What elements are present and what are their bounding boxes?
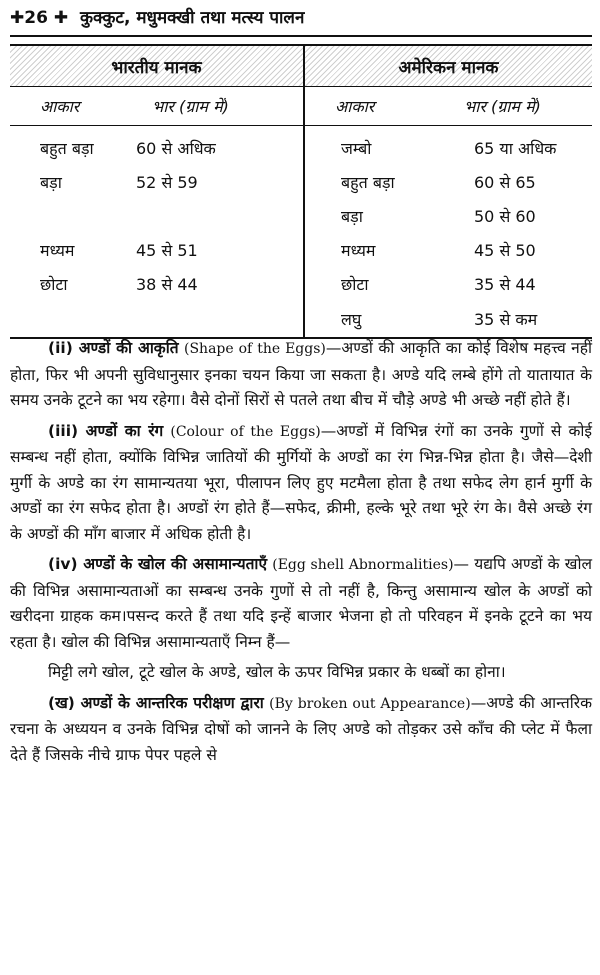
body-text [10,336,592,773]
american-weight-cell: 50 से 60 [474,207,536,226]
table-row [10,301,592,338]
english-gloss: (Shape of the Eggs) [184,341,326,357]
heading-internal-examination: (ख) अण्डों के आन्तरिक परीक्षण द्वारा [48,693,264,712]
paragraph-text: —अण्डे की आन्तरिक रचना के अध्ययन व उनके विभिन्न दोषों को जानने के लिए अण्डे को तोड़कर उसे काँच की प्लेट में फैला देते हैं जिसके नीचे ग्राफ पेपर पहले से [10,693,593,764]
indian-weight-cell: 45 से 51 [122,233,304,267]
english-gloss: (Colour of the Eggs) [170,423,321,440]
table-row [10,267,592,301]
indian-size-cell: बहुत बड़ा [40,139,94,158]
column-header-size-american: आकार [304,87,434,126]
column-header-weight-indian: भार (ग्राम में) [122,87,304,126]
table-row [10,126,592,166]
running-header [10,3,592,33]
english-gloss: (By broken out Appearance) [269,695,471,712]
running-title: कुक्कुट, मधुमक्खी तथा मत्स्य पालन [80,8,305,28]
american-weight-cell: 65 या अधिक [474,139,557,158]
paragraph-internal-examination [10,691,592,769]
indian-standard-heading: भारतीय मानक [10,45,304,87]
header-rule [10,35,592,37]
american-size-cell: बहुत बड़ा [341,173,395,192]
american-standard-heading: अमेरिकन मानक [304,45,592,87]
table-row [10,165,592,199]
indian-weight-cell: 60 से अधिक [122,126,304,166]
paragraph-egg-shape [10,336,592,414]
american-weight-cell: 35 से कम [434,301,592,338]
paragraph-text: —अण्डों में विभिन्न रंगों का उनके गुणों से कोई सम्बन्ध नहीं होता, क्योंकि विभिन्न जातियों की मुर्गियों के अण्डों का रंग भिन्न-भिन्न होता है। जैसे—देशी मुर्गी के अण्डे का रंग सामान्यतया भूरा, पीलापन लिए हुए मटमैला होता है तथा सफेद लेग हार्न मुर्गी के अण्डों का रंग सफेद होता है। अण्डों रंग होते हैं—सफेद, क्रीमी, हल्के भूरे तथा भूरे रंग के। वैसे अच्छे रंग के अण्डों की माँग बाजार में अधिक होती है। [10,421,593,543]
paragraph-text: — यद्यपि अण्डों के खोल की विभिन्न असामान्यताओं का सम्बन्ध उनके गुणों से तो नहीं है, किन्तु असामान्य खोल के अण्डों को खरीदना ग्राहक कम।पसन्द करते हैं तथा यदि इन्हें बाजार भेजना हो तो परिवहन में इनके टूटने का भय रहता है। खोल की विभिन्न असामान्यताएँ निम्न हैं— [10,555,592,651]
indian-size-cell: मध्यम [40,241,75,260]
egg-weight-standards-table [10,44,592,339]
column-header-weight-american: भार (ग्राम में) [434,87,592,126]
page-number: ✚26 ✚ [10,8,69,28]
heading-egg-shape: (ii) अण्डों की आकृति [48,339,179,357]
american-size-cell: छोटा [341,275,369,294]
american-weight-cell: 35 से 44 [474,275,536,294]
table-row [10,199,592,233]
american-weight-cell: 60 से 65 [474,173,536,192]
paragraph-shell-list: मिट्टी लगे खोल, टूटे खोल के अण्डे, खोल के ऊपर विभिन्न प्रकार के धब्बों का होना। [48,663,506,681]
indian-size-cell [10,301,122,338]
american-size-cell: मध्यम [341,241,376,260]
paragraph-shell-abnormalities [10,552,592,655]
paragraph-text: —अण्डों की आकृति का कोई विशेष महत्त्व नहीं होता, फिर भी अपनी सुविधानुसार इनका चयन किया जा सकता है। अण्डे यदि लम्बे होंगे तो यातायात के समय उनके टूटने का भय रहेगा। वैसे दोनों सिरों से पतले तथा बीच में चौड़े अण्डे भी अच्छे नहीं होते हैं। [10,339,593,409]
paragraph-egg-colour [10,419,592,548]
indian-weight-cell: 38 से 44 [122,267,304,301]
indian-size-cell: बड़ा [40,173,62,192]
indian-weight-cell [122,199,304,233]
indian-weight-cell [122,301,304,338]
heading-shell-abnormalities: (iv) अण्डों के खोल की असामान्यताएँ [48,555,268,573]
american-size-cell: जम्बो [341,139,372,158]
american-size-cell: बड़ा [341,207,363,226]
column-header-size-indian: आकार [10,87,122,126]
indian-size-cell [10,199,122,233]
heading-egg-colour: (iii) अण्डों का रंग [48,421,164,440]
english-gloss: (Egg shell Abnormalities) [272,557,454,573]
table-row [10,233,592,267]
indian-size-cell: छोटा [40,275,68,294]
american-weight-cell: 45 से 50 [474,241,536,260]
indian-weight-cell: 52 से 59 [122,165,304,199]
american-size-cell: लघु [304,301,434,338]
